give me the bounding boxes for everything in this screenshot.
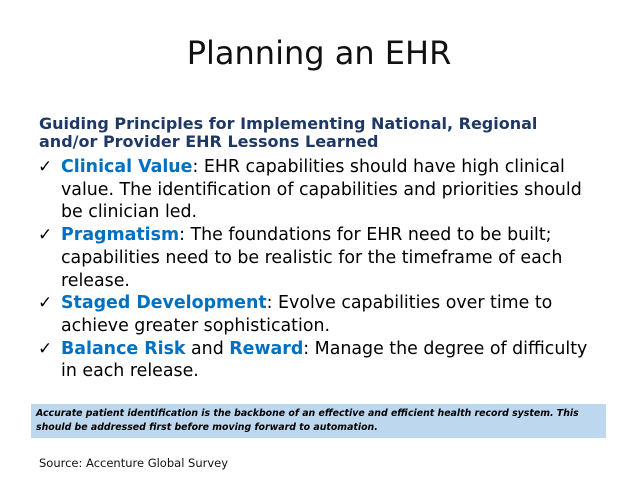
slide-title: Planning an EHR — [186, 34, 452, 72]
principle-keyword: Balance Risk — [61, 338, 186, 359]
checkmark-icon: ✓ — [38, 157, 53, 177]
principle-staged-development — [38, 292, 608, 337]
principle-keyword: Clinical Value — [61, 157, 193, 177]
subheading-line-2: and/or Provider EHR Lessons Learned — [39, 132, 379, 151]
principle-keyword: Pragmatism — [61, 225, 180, 246]
principle-pragmatism — [38, 224, 608, 292]
principle-balance-risk-reward — [38, 338, 608, 383]
principle-text: : EHR capabilities should have high clinical value. The identification of capabilities and priorities should be clinician led. — [61, 157, 582, 223]
checkmark-icon: ✓ — [38, 338, 53, 359]
principle-keyword: Staged Development — [61, 293, 267, 314]
checkmark-icon: ✓ — [38, 225, 53, 246]
checkmark-icon: ✓ — [38, 293, 53, 314]
principle-text: : Manage the degree of difficulty in each release. — [61, 338, 588, 382]
principle-text: : The foundations for EHR need to be built; capabilities need to be realistic for the timeframe of each release. — [61, 225, 563, 291]
principle-keyword: Reward — [229, 338, 304, 359]
principle-clinical-value — [38, 156, 608, 224]
principle-text: and — [185, 338, 230, 359]
principles-list — [38, 156, 608, 383]
callout-note: Accurate patient identification is the backbone of an effective and efficient health record system. This should be addressed first before moving forward to automation. — [31, 404, 606, 438]
slide-subheading — [39, 115, 609, 151]
subheading-line-1: Guiding Principles for Implementing National, Regional — [39, 114, 538, 133]
principle-text: : Evolve capabilities over time to achieve greater sophistication. — [61, 293, 553, 336]
source-citation: Source: Accenture Global Survey — [39, 456, 229, 470]
